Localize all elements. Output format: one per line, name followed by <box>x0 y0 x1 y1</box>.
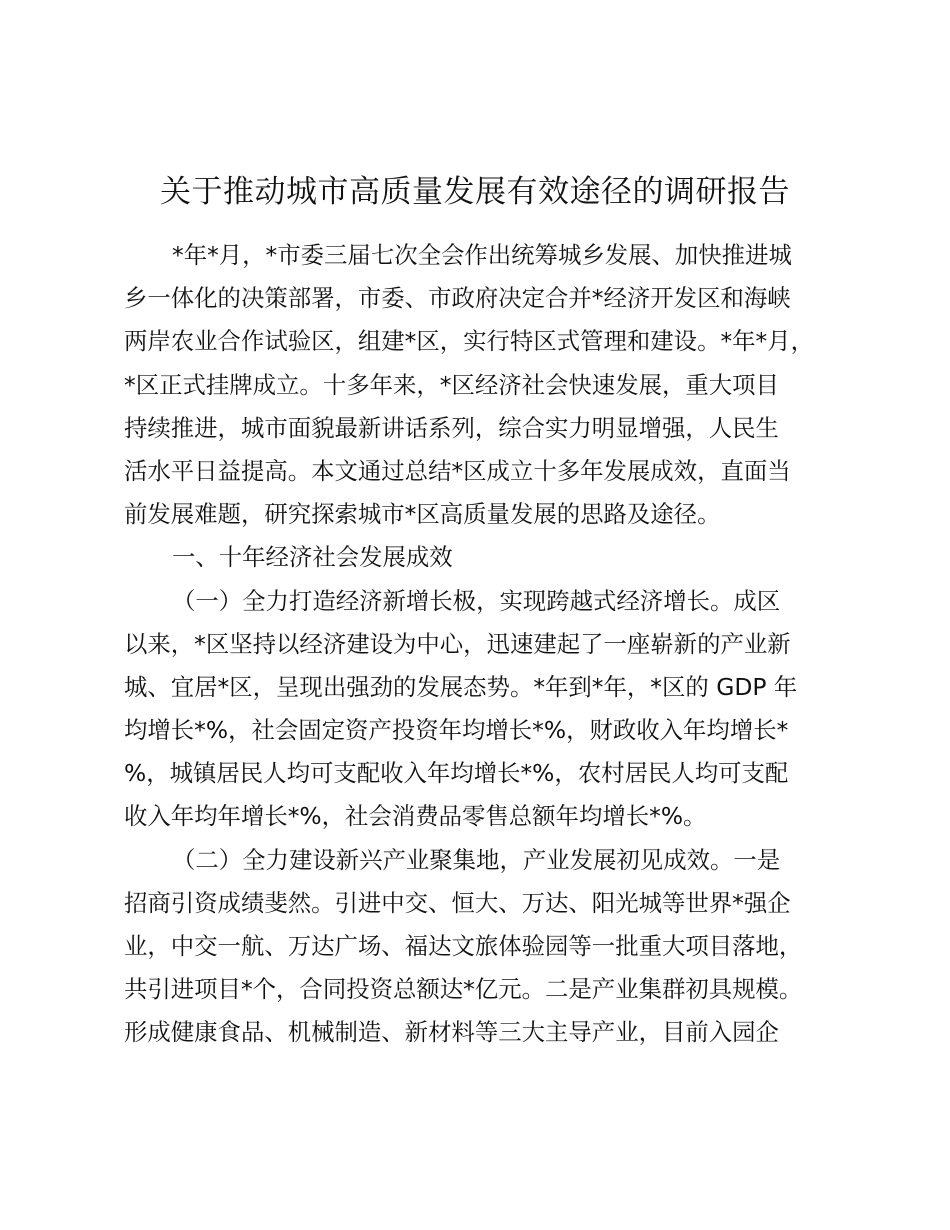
paragraph-intro <box>124 234 836 536</box>
text-line: %，城镇居民人均可支配收入年均增长*%，农村居民人均可支配 <box>124 759 789 788</box>
paragraph-section-1-1 <box>124 580 836 839</box>
text-line: （二）全力建设新兴产业聚集地，产业发展初见成效。一是 <box>172 845 781 874</box>
text-line: 收入年均年增长*%，社会消费品零售总额年均增长*%。 <box>124 802 707 831</box>
document-body <box>124 234 836 1055</box>
text-line: 均增长*%，社会固定资产投资年均增长*%，财政收入年均增长* <box>124 716 789 745</box>
text-line: 乡一体化的决策部署，市委、市政府决定合并*经济开发区和海峡 <box>124 284 791 313</box>
text-line: 持续推进，城市面貌最新讲话系列，综合实力明显增强，人民生 <box>124 413 779 442</box>
text-line: 两岸农业合作试验区，组建*区，实行特区式管理和建设。*年*月， <box>124 327 815 356</box>
paragraph-section-1-2 <box>124 839 836 1055</box>
text-line: 前发展难题，研究探索城市*区高质量发展的思路及途径。 <box>124 500 721 529</box>
text-line: （一）全力打造经济新增长极，实现跨越式经济增长。成区 <box>172 586 781 615</box>
section-heading-text: 一、十年经济社会发展成效 <box>172 543 453 572</box>
text-line: *区正式挂牌成立。十多年来，*区经济社会快速发展，重大项目 <box>124 370 779 399</box>
text-line: *年*月，*市委三届七次全会作出统筹城乡发展、加快推进城 <box>172 241 792 269</box>
text-line: 活水平日益提高。本文通过总结*区成立十多年发展成效，直面当 <box>124 456 791 485</box>
text-line: 以来，*区坚持以经济建设为中心，迅速建起了一座崭新的产业新 <box>124 629 791 658</box>
section-heading <box>124 536 836 579</box>
document-title: 关于推动城市高质量发展有效途径的调研报告 <box>160 174 790 210</box>
text-line: 形成健康食品、机械制造、新材料等三大主导产业，目前入园企 <box>124 1018 779 1047</box>
text-line: 招商引资成绩斐然。引进中交、恒大、万达、阳光城等世界*强企 <box>124 888 791 917</box>
text-line: 共引进项目*个，合同投资总额达*亿元。二是产业集群初具规模。 <box>124 975 803 1004</box>
text-line: 城、宜居*区，呈现出强劲的发展态势。*年到*年，*区的 GDP 年 <box>124 672 798 701</box>
text-line: 业，中交一航、万达广场、福达文旅体验园等一批重大项目落地， <box>124 932 803 960</box>
